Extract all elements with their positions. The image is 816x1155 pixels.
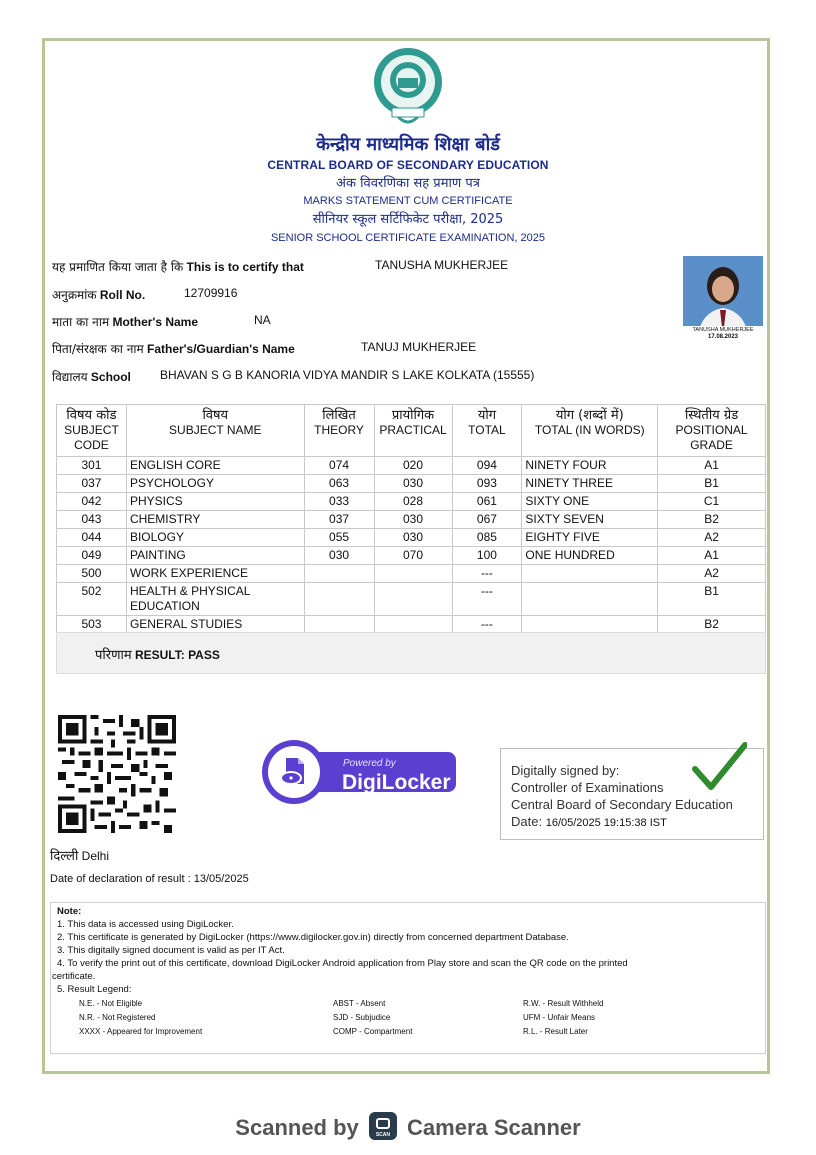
note-item: 5. Result Legend: <box>57 984 132 995</box>
roll-no-value: 12709916 <box>184 286 238 300</box>
cell-subject: PAINTING <box>126 547 304 565</box>
cell-theory: 037 <box>304 511 374 529</box>
exam-title-hindi: सीनियर स्कूल सर्टिफिकेट परीक्षा, 2025 <box>312 212 504 227</box>
cbse-logo <box>368 44 448 132</box>
note-item: 2. This certificate is generated by DigiLocker (https://www.digilocker.gov.in) directly from concerned department Database. <box>57 932 569 943</box>
table-row <box>57 583 766 616</box>
roll-no-label: अनुक्रमांक Roll No. <box>52 288 146 302</box>
notes-title: Note: <box>57 906 82 917</box>
cell-words: SIXTY SEVEN <box>522 511 658 529</box>
cell-grade: B1 <box>658 475 766 493</box>
cell-subject: ENGLISH CORE <box>126 457 304 475</box>
result-text: परिणाम RESULT: PASS <box>95 648 220 663</box>
certify-line: यह प्रमाणित किया जाता है कि This is to certify that <box>52 260 304 274</box>
check-mark-icon <box>691 741 747 797</box>
note-item: 1. This data is accessed using DigiLocker. <box>57 919 234 930</box>
cell-practical: 028 <box>374 493 452 511</box>
cell-words: SIXTY ONE <box>522 493 658 511</box>
cell-total: 094 <box>452 457 522 475</box>
marks-table <box>56 404 766 634</box>
father-name-value: TANUJ MUKHERJEE <box>361 340 477 354</box>
cell-theory <box>304 616 374 634</box>
cell-practical: 030 <box>374 475 452 493</box>
cell-code: 037 <box>57 475 127 493</box>
cell-total: --- <box>452 565 522 583</box>
note-item: 4. To verify the print out of this certificate, download DigiLocker Android application from Play store and scan the QR code on the printed <box>57 958 628 969</box>
cell-words <box>522 616 658 634</box>
cell-code: 301 <box>57 457 127 475</box>
cell-code: 503 <box>57 616 127 634</box>
legend-item: COMP - Compartment <box>333 1027 413 1036</box>
cell-theory: 055 <box>304 529 374 547</box>
table-row <box>57 616 766 634</box>
cell-total: 085 <box>452 529 522 547</box>
table-row <box>57 547 766 565</box>
header-subject-name: विषय SUBJECT NAME <box>126 405 304 457</box>
cell-total: --- <box>452 583 522 616</box>
cell-grade: B1 <box>658 583 766 616</box>
digilocker-powered-by: Powered by <box>343 758 396 769</box>
header-total: योग TOTAL <box>452 405 522 457</box>
candidate-photo <box>683 256 763 342</box>
cell-words: NINETY THREE <box>522 475 658 493</box>
table-row <box>57 511 766 529</box>
school-value: BHAVAN S G B KANORIA VIDYA MANDIR S LAKE KOLKATA (15555) <box>160 368 535 382</box>
cell-total: 100 <box>452 547 522 565</box>
cell-practical: 020 <box>374 457 452 475</box>
cell-code: 043 <box>57 511 127 529</box>
table-row <box>57 493 766 511</box>
certificate-title-hindi: अंक विवरणिका सह प्रमाण पत्र <box>336 176 480 191</box>
cell-theory <box>304 565 374 583</box>
signature-line3: Central Board of Secondary Education <box>511 797 733 812</box>
cell-grade: A2 <box>658 529 766 547</box>
legend-item: R.W. - Result Withheld <box>523 999 604 1008</box>
cell-total: 067 <box>452 511 522 529</box>
mother-name-label: माता का नाम Mother's Name <box>52 315 199 329</box>
cell-theory: 030 <box>304 547 374 565</box>
cell-theory <box>304 583 374 616</box>
cell-grade: B2 <box>658 616 766 634</box>
cell-theory: 074 <box>304 457 374 475</box>
father-name-label: पिता/संरक्षक का नाम Father's/Guardian's Name <box>52 342 295 356</box>
legend-item: XXXX - Appeared for Improvement <box>79 1027 203 1036</box>
cell-practical: 070 <box>374 547 452 565</box>
cell-subject: WORK EXPERIENCE <box>126 565 304 583</box>
notes-box <box>50 902 766 1054</box>
legend-item: R.L. - Result Later <box>523 1027 588 1036</box>
digilocker-brand: DigiLocker <box>342 771 451 794</box>
digilocker-badge <box>258 740 458 804</box>
cell-subject: HEALTH & PHYSICAL EDUCATION <box>126 583 304 616</box>
header-practical: प्रायोगिक PRACTICAL <box>374 405 452 457</box>
legend-item: N.E. - Not Eligible <box>79 999 143 1008</box>
digital-signature-box <box>500 748 764 840</box>
note-item: 3. This digitally signed document is valid as per IT Act. <box>57 945 285 956</box>
board-name-hindi: केन्द्रीय माध्यमिक शिक्षा बोर्ड <box>316 134 500 155</box>
cell-total: 061 <box>452 493 522 511</box>
cell-grade: B2 <box>658 511 766 529</box>
mother-name-value: NA <box>254 313 271 327</box>
cell-code: 500 <box>57 565 127 583</box>
table-header-row <box>57 405 766 457</box>
cell-theory: 033 <box>304 493 374 511</box>
cell-code: 502 <box>57 583 127 616</box>
qr-code <box>58 715 176 833</box>
cell-practical: 030 <box>374 529 452 547</box>
cell-practical <box>374 616 452 634</box>
cell-words: NINETY FOUR <box>522 457 658 475</box>
header-subject-code: विषय कोड SUBJECT CODE <box>57 405 127 457</box>
cell-grade: A1 <box>658 547 766 565</box>
candidate-name: TANUSHA MUKHERJEE <box>375 258 509 272</box>
cell-code: 042 <box>57 493 127 511</box>
cell-subject: PHYSICS <box>126 493 304 511</box>
table-row <box>57 565 766 583</box>
cell-practical <box>374 583 452 616</box>
table-row <box>57 457 766 475</box>
camera-scanner-icon: SCAN <box>369 1112 397 1140</box>
note-item: certificate. <box>52 971 96 982</box>
signature-date: Date: 16/05/2025 19:15:38 IST <box>511 814 667 829</box>
cell-subject: CHEMISTRY <box>126 511 304 529</box>
photo-caption-date: 17.08.2023 <box>707 334 739 340</box>
cell-subject: GENERAL STUDIES <box>126 616 304 634</box>
cell-theory: 063 <box>304 475 374 493</box>
header-theory: लिखित THEORY <box>304 405 374 457</box>
certificate-title-english: MARKS STATEMENT CUM CERTIFICATE <box>303 195 513 207</box>
signature-line1: Digitally signed by: <box>511 763 620 778</box>
signature-line2: Controller of Examinations <box>511 780 664 795</box>
cell-code: 049 <box>57 547 127 565</box>
legend-item: ABST - Absent <box>333 999 386 1008</box>
cell-grade: C1 <box>658 493 766 511</box>
legend-item: N.R. - Not Registered <box>79 1013 156 1022</box>
cell-practical: 030 <box>374 511 452 529</box>
cell-practical <box>374 565 452 583</box>
cell-words <box>522 565 658 583</box>
cell-total: --- <box>452 616 522 634</box>
header-total-words: योग (शब्दों में) TOTAL (IN WORDS) <box>522 405 658 457</box>
table-row <box>57 475 766 493</box>
cell-subject: PSYCHOLOGY <box>126 475 304 493</box>
photo-caption-name: TANUSHA MUKHERJEE <box>692 327 754 333</box>
legend-item: UFM - Unfair Means <box>523 1013 596 1022</box>
legend-item: SJD - Subjudice <box>333 1013 391 1022</box>
header-grade: स्थितीय ग्रेड POSITIONAL GRADE <box>658 405 766 457</box>
result-box <box>56 632 766 674</box>
cell-code: 044 <box>57 529 127 547</box>
exam-title-english: SENIOR SCHOOL CERTIFICATE EXAMINATION, 2025 <box>270 232 546 244</box>
cell-total: 093 <box>452 475 522 493</box>
scanner-watermark: Scanned by SCAN Camera Scanner <box>0 1112 816 1141</box>
cell-subject: BIOLOGY <box>126 529 304 547</box>
place-of-issue: दिल्ली Delhi <box>50 849 110 864</box>
cell-words <box>522 583 658 616</box>
cell-grade: A2 <box>658 565 766 583</box>
cell-words: ONE HUNDRED <box>522 547 658 565</box>
board-name-english: CENTRAL BOARD OF SECONDARY EDUCATION <box>267 158 549 172</box>
declaration-date: Date of declaration of result : 13/05/2025 <box>50 873 249 885</box>
cell-grade: A1 <box>658 457 766 475</box>
cell-words: EIGHTY FIVE <box>522 529 658 547</box>
table-row <box>57 529 766 547</box>
school-label: विद्यालय School <box>52 370 131 384</box>
